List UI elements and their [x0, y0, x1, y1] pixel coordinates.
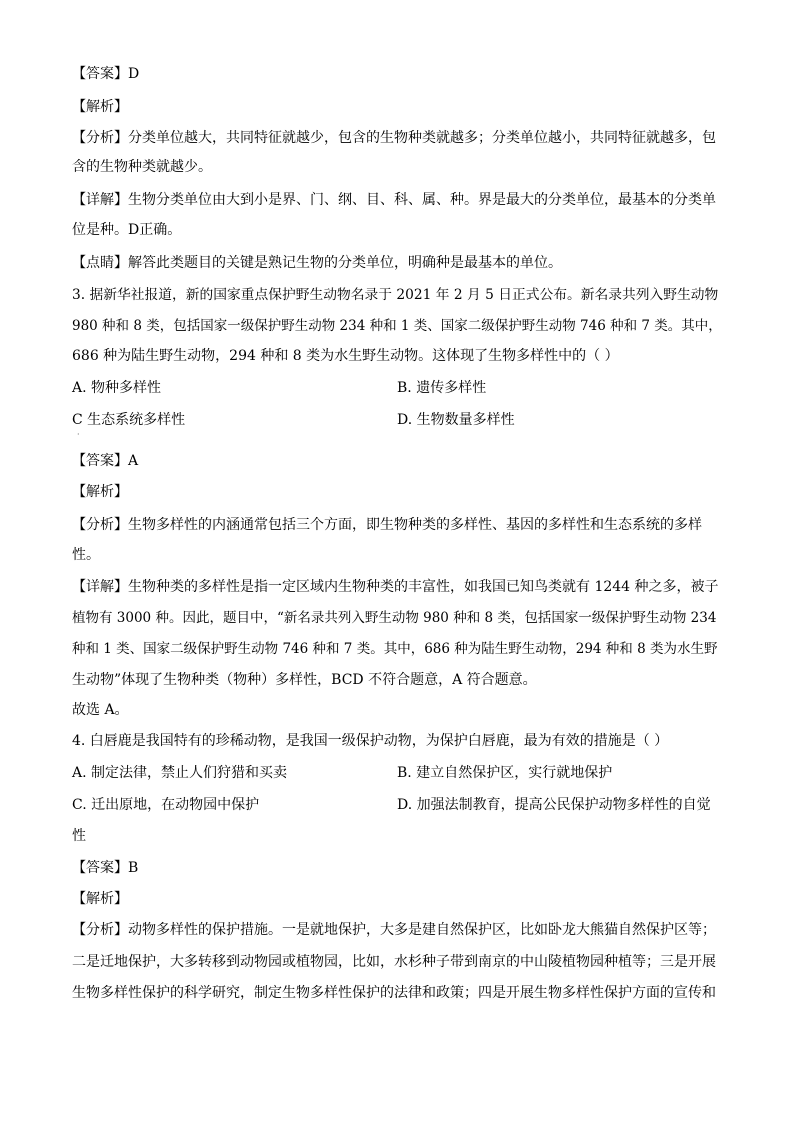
q3-fenxi-line-1: 【分析】生物多样性的内涵通常包括三个方面，即生物种类的多样性、基因的多样性和生态系统的多样	[72, 517, 702, 533]
q2-fenxi-line-1: 【分析】分类单位越大，共同特征就越少，包含的生物种类就越多；分类单位越小，共同特征就越多，包	[72, 130, 716, 146]
q3-xiangjie-line-2: 植物有 3000 种。因此，题目中，“新名录共列入野生动物 980 种和 8 类，包括国家一级保护野生动物 234	[72, 610, 717, 626]
q2-xiangjie-line-1: 【详解】生物分类单位由大到小是界、门、纲、目、科、属、种。界是最大的分类单位，最基本的分类单	[72, 192, 716, 208]
q4-stem-line-1: 4. 白唇鹿是我国特有的珍稀动物，是我国一级保护动物，为保护白唇鹿，最为有效的措施是（ ）	[72, 733, 669, 749]
q2-analysis-heading: 【解析】	[72, 99, 128, 115]
q3-answer: 【答案】A	[72, 453, 139, 469]
q3-option-d: D. 生物数量多样性	[397, 412, 515, 428]
q3-conclusion: 故选 A。	[72, 702, 129, 718]
q3-xiangjie-line-3: 种和 1 类、国家二级保护野生动物 746 种和 7 类。其中，686 种为陆生野生动物，294 种和 8 类为水生野	[72, 641, 718, 657]
q2-answer: 【答案】D	[72, 66, 140, 82]
q4-analysis-heading: 【解析】	[72, 891, 128, 907]
q4-option-d-line-1: D. 加强法制教育，提高公民保护动物多样性的自觉	[397, 797, 711, 813]
q3-option-b: B. 遗传多样性	[397, 380, 487, 396]
q4-option-d-line-2: 性	[72, 828, 86, 844]
q3-stem-line-1: 3. 据新华社报道，新的国家重点保护野生动物名录于 2021 年 2 月 5 日正式公布。新名录共列入野生动物	[72, 287, 719, 303]
q3-analysis-heading: 【解析】	[72, 484, 128, 500]
q3-xiangjie-line-1: 【详解】生物种类的多样性是指一定区域内生物种类的丰富性，如我国已知鸟类就有 1244 种之多，被子	[72, 579, 719, 595]
q4-option-b: B. 建立自然保护区，实行就地保护	[397, 765, 613, 781]
q4-option-c: C. 迁出原地，在动物园中保护	[72, 797, 260, 813]
q3-option-a: A. 物种多样性	[72, 380, 162, 396]
q3-stem-line-2: 980 种和 8 类，包括国家一级保护野生动物 234 种和 1 类、国家二级保护野生动物 746 种和 7 类。其中，	[72, 318, 722, 334]
q3-xiangjie-line-4: 生动物”体现了生物种类（物种）多样性，BCD 不符合题意，A 符合题意。	[72, 672, 537, 688]
q3-option-c: C 生态系统多样性	[72, 412, 186, 428]
q4-fenxi-line-3: 生物多样性保护的科学研究，制定生物多样性保护的法律和政策；四是开展生物多样性保护方面的宣传和	[72, 985, 716, 1001]
q3-fenxi-line-2: 性。	[72, 547, 100, 563]
q4-fenxi-line-1: 【分析】动物多样性的保护措施。一是就地保护，大多是建自然保护区，比如卧龙大熊猫自然保护区等；	[72, 922, 716, 938]
q2-xiangjie-line-2: 位是种。D正确。	[72, 222, 182, 238]
q3-stem-line-3: 686 种为陆生野生动物，294 种和 8 类为水生野生动物。这体现了生物多样性中的（ ）	[72, 348, 619, 364]
q4-option-a: A. 制定法律，禁止人们狩猎和买卖	[72, 765, 288, 781]
q2-fenxi-line-2: 含的生物种类就越少。	[72, 159, 212, 175]
q4-fenxi-line-2: 二是迁地保护，大多转移到动物园或植物园，比如，水杉种子带到南京的中山陵植物园种植等；三是开展	[72, 954, 716, 970]
q4-answer: 【答案】B	[72, 860, 139, 876]
stray-dot: ·	[77, 430, 80, 439]
q2-dianjing: 【点睛】解答此类题目的关键是熟记生物的分类单位，明确种是最基本的单位。	[72, 255, 562, 271]
